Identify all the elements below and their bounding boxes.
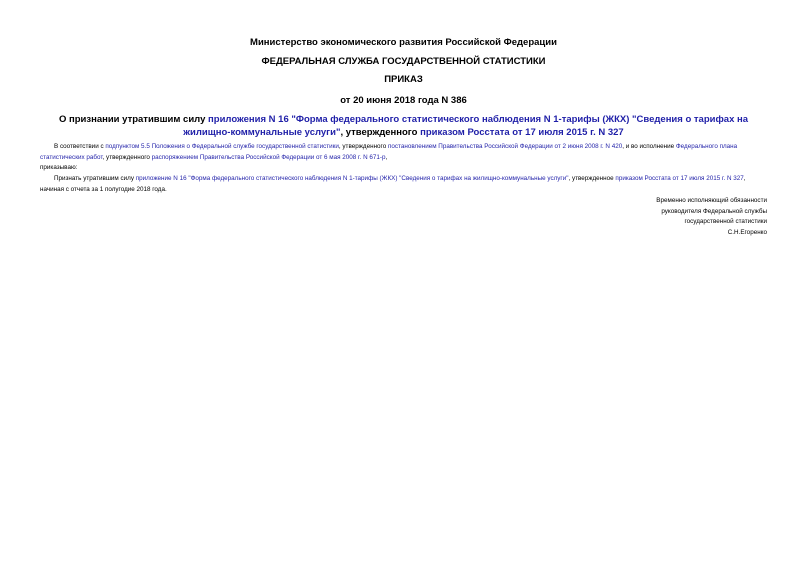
p1-text-3: , и во исполнение bbox=[622, 143, 676, 150]
signature-name: С.Н.Егоренко bbox=[727, 228, 767, 236]
p2-link-order[interactable]: приказом Росстата от 17 июля 2015 г. N 327 bbox=[615, 175, 744, 182]
paragraph-basis bbox=[40, 142, 767, 163]
signature-line-2: руководителя Федеральной службы bbox=[661, 207, 767, 215]
signature-block bbox=[656, 196, 767, 238]
paragraph-decision bbox=[40, 174, 767, 195]
title-link-appendix[interactable]: приложения N 16 "Форма федерального статистического наблюдения N 1-тарифы (ЖКХ) "Сведения о тарифах на жилищно-коммунальные услуги" bbox=[183, 114, 749, 138]
title-middle: , утвержденного bbox=[340, 127, 421, 138]
p1-text-1: В соответствии с bbox=[54, 143, 106, 150]
document-title bbox=[40, 113, 767, 139]
p1-text-2: , утвержденного bbox=[338, 143, 388, 150]
document-type: ПРИКАЗ bbox=[384, 74, 423, 85]
document-date-number: от 20 июня 2018 года N 386 bbox=[340, 95, 467, 106]
signature-line-3: государственной статистики bbox=[684, 218, 767, 226]
order-word: приказываю: bbox=[40, 164, 78, 171]
p1-link-order[interactable]: распоряжением Правительства Российской Федерации от 6 мая 2008 г. N 671-р bbox=[151, 153, 386, 161]
p1-link-regulation[interactable]: подпунктом 5.5 Положения о Федеральной службе государственной статистики bbox=[105, 143, 339, 150]
p1-link-resolution[interactable]: постановлением Правительства Российской Федерации от 2 июня 2008 г. N 420 bbox=[387, 143, 623, 150]
title-prefix: О признании утратившим силу bbox=[58, 114, 209, 125]
p2-text-1: Признать утратившим силу bbox=[54, 175, 136, 182]
title-link-order[interactable]: приказом Росстата от 17 июля 2015 г. N 327 bbox=[420, 127, 624, 138]
ministry-name: Министерство экономического развития Российской Федерации bbox=[250, 37, 557, 48]
service-name: ФЕДЕРАЛЬНАЯ СЛУЖБА ГОСУДАРСТВЕННОЙ СТАТИСТИКИ bbox=[261, 56, 546, 67]
p2-text-2: , утвержденное bbox=[568, 175, 616, 182]
p1-text-5: , bbox=[385, 153, 388, 161]
signature-line-1: Временно исполняющий обязанности bbox=[656, 197, 767, 204]
p2-text-3: , начиная с отчета за 1 полугодие 2018 года. bbox=[40, 175, 746, 193]
p1-text-4: , утвержденного bbox=[102, 153, 152, 161]
p1-link-plan[interactable]: Федерального плана статистических работ bbox=[40, 143, 738, 161]
p2-link-appendix[interactable]: приложение N 16 "Форма федерального статистического наблюдения N 1-тарифы (ЖКХ) "Сведения о тарифах на жилищно-коммунальные услуги" bbox=[135, 175, 569, 182]
